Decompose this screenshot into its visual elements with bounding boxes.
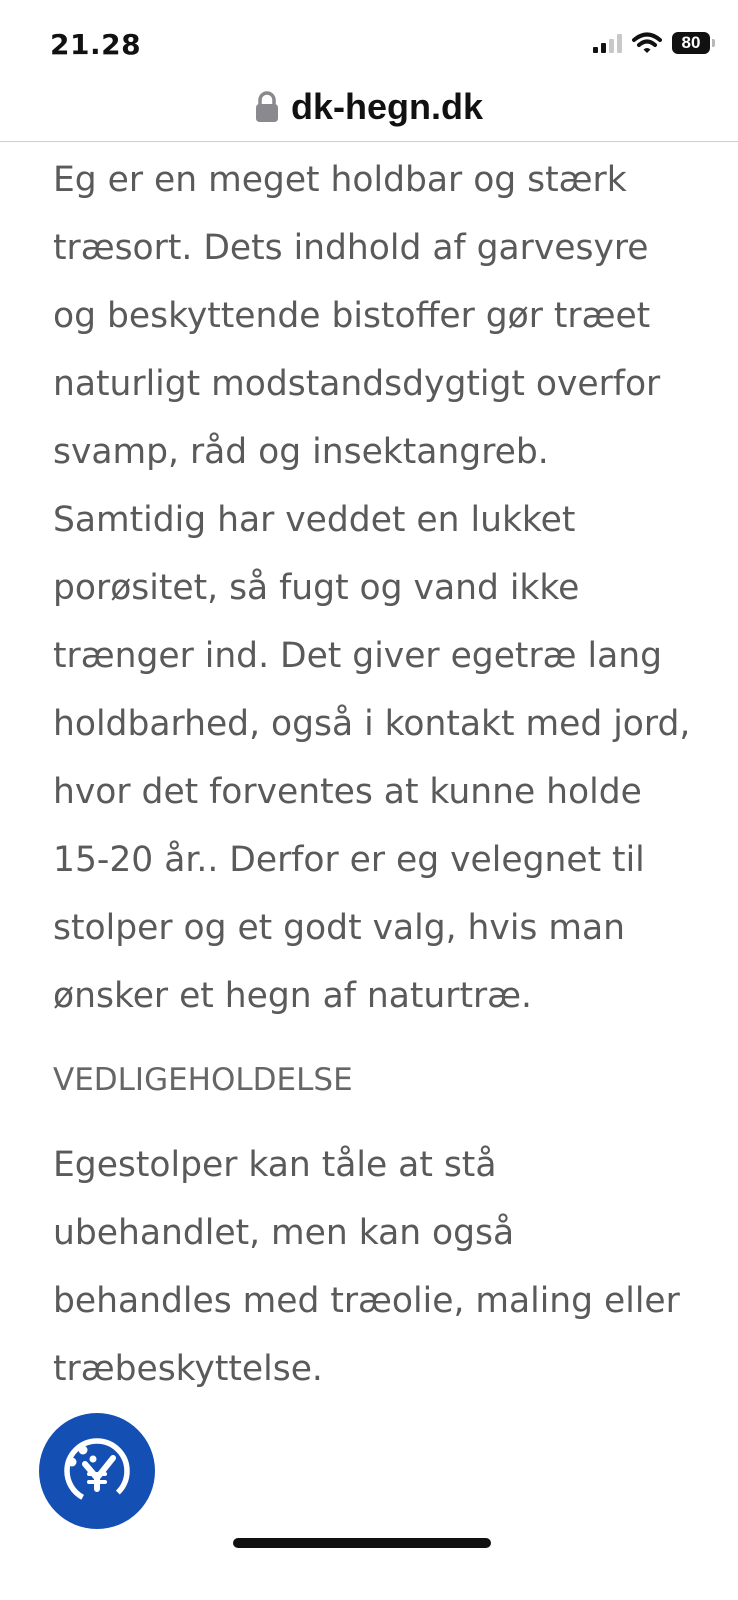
status-time: 21.28 — [50, 28, 142, 61]
address-bar[interactable] — [0, 74, 738, 140]
status-icons — [593, 30, 710, 56]
section-heading: VEDLIGEHOLDELSE — [53, 1062, 353, 1098]
cellular-signal-icon — [593, 33, 622, 53]
battery-icon — [672, 32, 710, 54]
article-paragraph-maintenance: Egestolper kan tåle at stå ubehandlet, men kan også behandles med træolie, maling eller træbeskyttelse. — [53, 1145, 680, 1389]
url-text: dk-hegn.dk — [290, 86, 483, 127]
wifi-icon — [632, 31, 662, 55]
article-paragraph-intro: Eg er en meget holdbar og stærk træsort. Dets indhold af garvesyre og beskyttende bistoffer gør træet naturligt modstandsdygtigt overfor svamp, råd og insektangreb. Samtidig har veddet en lukket porøsitet, så fugt og vand ikke trænger ind. Det giver egetræ lang holdbarhed, også i kontakt med jord, hvor det forventes at kunne holde 15-20 år.. Derfor er eg velegnet til stolper og et godt valg, hvis man ønsker et hegn af naturtræ. — [53, 160, 691, 1016]
address-bar-divider — [0, 141, 738, 142]
accessibility-button[interactable] — [39, 1413, 155, 1529]
home-indicator[interactable] — [233, 1538, 491, 1548]
battery-level: 80 — [681, 33, 701, 52]
status-bar — [0, 0, 738, 80]
accessibility-icon — [57, 1431, 137, 1511]
article-content — [53, 146, 693, 1403]
lock-icon — [255, 91, 279, 123]
